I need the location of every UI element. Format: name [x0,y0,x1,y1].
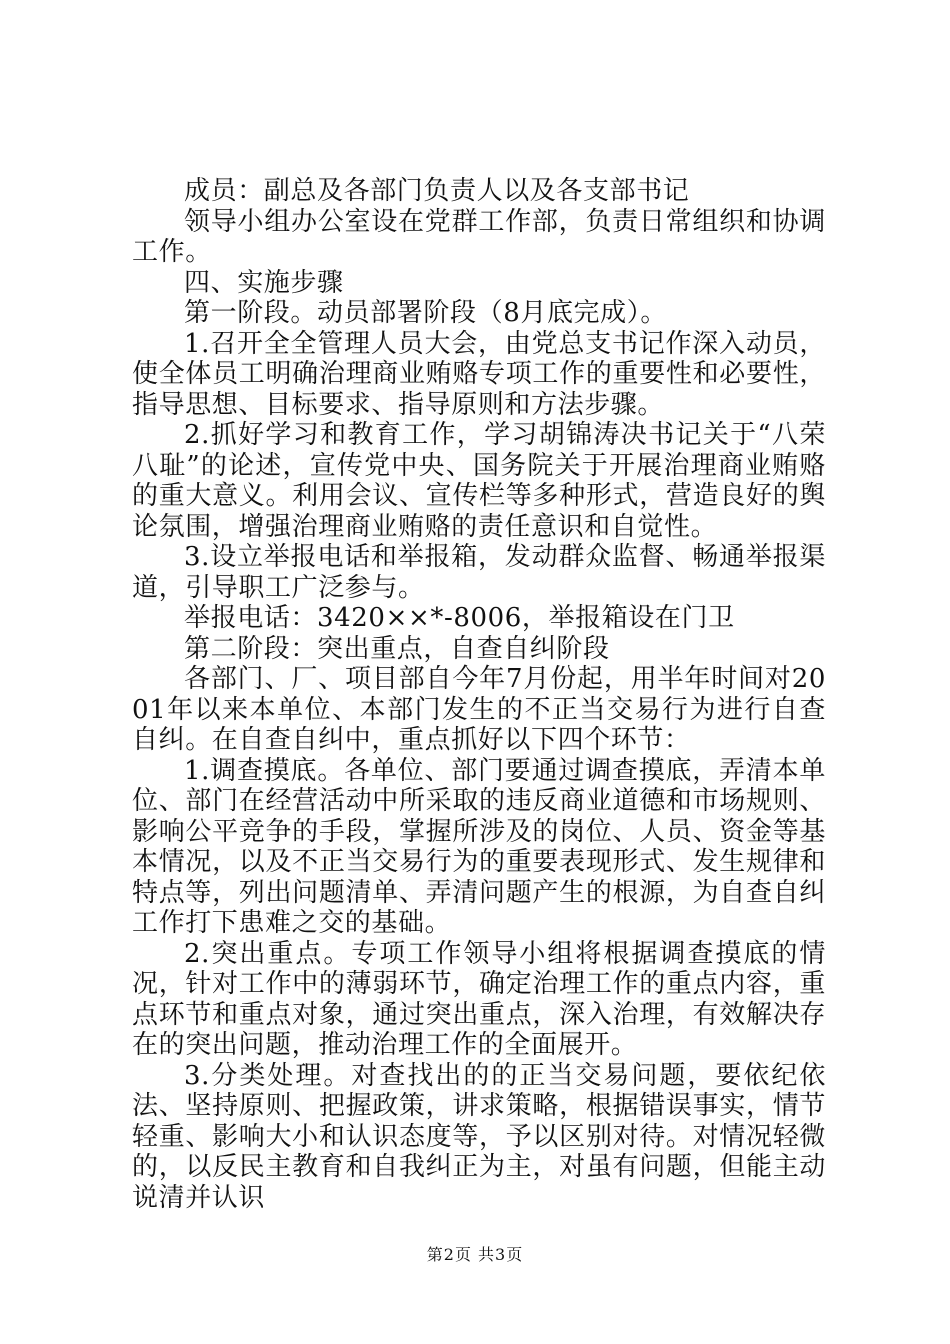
paragraph-office: 领导小组办公室设在党群工作部，负责日常组织和协调工作。 [132,206,826,267]
paragraph-members: 成员：副总及各部门负责人以及各支部书记 [184,176,690,206]
section-heading-steps: 四、实施步骤 [184,267,344,298]
paragraph-item: 3.分类处理。对查找出的的正当交易问题，要依纪依法、坚持原则、把握政策，讲求策略，根据错误事实，情节轻重、影响大小和认识态度等，予以区别对待。对情况轻微的，以反民主教育和自我纠正为主，对虽有问题，但能主动说清并认识 [132,1060,826,1213]
paragraph-hotline: 举报电话：3420××*-8006，举报箱设在门卫 [184,603,735,633]
paragraph-item: 1.调查摸底。各单位、部门要通过调查摸底，弄清本单位、部门在经营活动中所采取的违反商业道德和市场规则、影响公平竞争的手段，掌握所涉及的岗位、人员、资金等基本情况，以及不正当交易行为的重要表现形式、发生规律和特点等，列出问题清单、弄清问题产生的根源，为自查自纠工作打下患难之交的基础。 [132,755,826,938]
paragraph-stage-two-intro: 各部门、厂、项目部自今年7月份起，用半年时间对2001年以来本单位、本部门发生的不正当交易行为进行自查自纠。在自查自纠中，重点抓好以下四个环节： [132,664,826,755]
page-number-label: 第2页 共3页 [426,1245,524,1264]
stage-one-heading: 第一阶段。动员部署阶段（8月底完成）。 [184,298,667,328]
paragraph-item: 2.突出重点。专项工作领导小组将根据调查摸底的情况，针对工作中的薄弱环节，确定治理工作的重点内容，重点环节和重点对象，通过突出重点，深入治理，有效解决存在的突出问题，推动治理工作的全面展开。 [132,938,826,1060]
page-footer [0,1242,950,1265]
paragraph-item: 1.召开全全管理人员大会，由党总支书记作深入动员，使全体员工明确治理商业贿赂专项工作的重要性和必要性，指导思想、目标要求、指导原则和方法步骤。 [132,328,826,420]
paragraph-item: 2.抓好学习和教育工作，学习胡锦涛决书记关于“八荣八耻”的论述，宣传党中央、国务院关于开展治理商业贿赂的重大意义。利用会议、宣传栏等多种形式，营造良好的舆论氛围，增强治理商业贿赂的责任意识和自觉性。 [132,420,826,542]
document-body [132,176,826,1213]
stage-two-heading: 第二阶段：突出重点，自查自纠阶段 [184,633,610,664]
paragraph-item: 3.设立举报电话和举报箱，发动群众监督、畅通举报渠道，引导职工广泛参与。 [132,542,826,603]
